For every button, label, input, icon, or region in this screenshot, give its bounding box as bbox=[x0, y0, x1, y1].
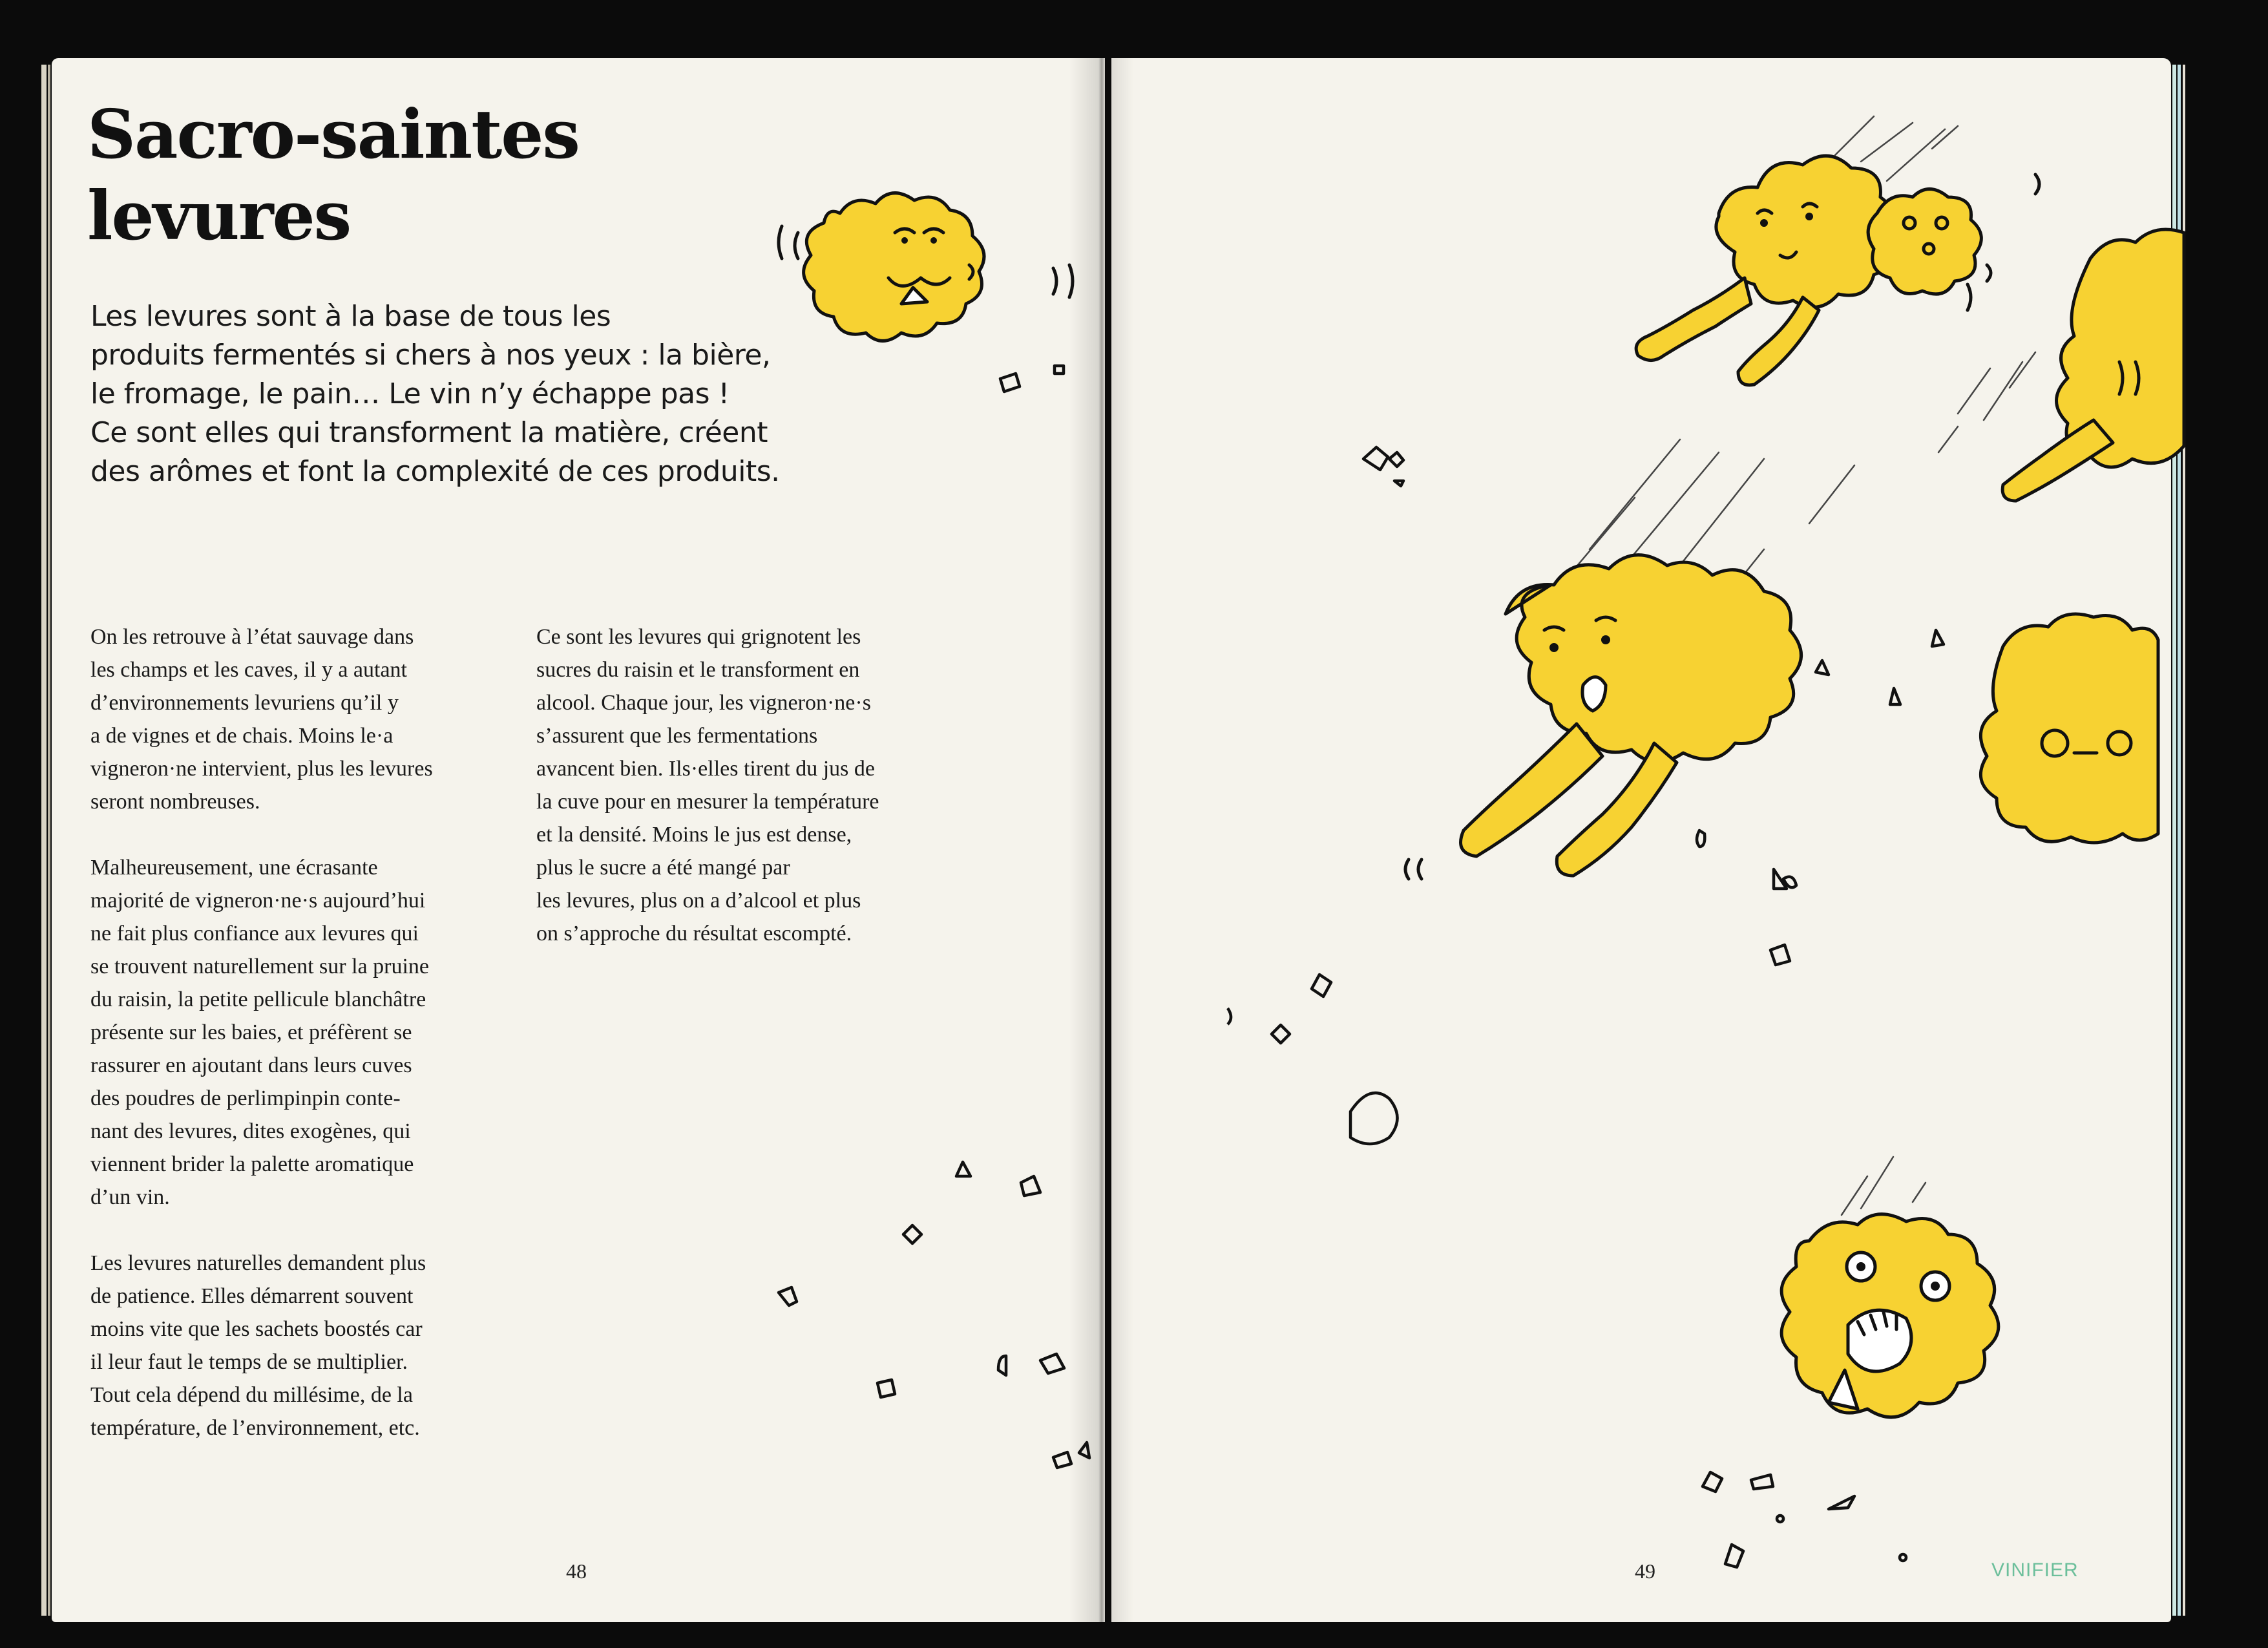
lede-line: Ce sont elles qui transforment la matière, créent bbox=[90, 416, 768, 449]
body-line: avancent bien. Ils·elles tirent du jus de bbox=[536, 757, 875, 781]
body-line: présente sur les baies, et préfèrent se bbox=[90, 1020, 412, 1044]
body-line: d’environnements levuriens qu’il y bbox=[90, 691, 399, 715]
lede-line: Les levures sont à la base de tous les bbox=[90, 300, 611, 333]
body-line: température, de l’environnement, etc. bbox=[90, 1416, 420, 1440]
body-line: ne fait plus confiance aux levures qui bbox=[90, 922, 419, 945]
body-line: du raisin, la petite pellicule blanchâtre bbox=[90, 988, 426, 1011]
lede-line: le fromage, le pain… Le vin n’y échappe pas ! bbox=[90, 377, 730, 410]
body-line: Ce sont les levures qui grignotent les bbox=[536, 625, 861, 649]
yeast-blob-illustration bbox=[1636, 116, 2039, 385]
crumb-fragments bbox=[779, 366, 1089, 1468]
page-number-left: 48 bbox=[566, 1559, 587, 1583]
body-line: viennent brider la palette aromatique bbox=[90, 1152, 414, 1176]
body-line: d’un vin. bbox=[90, 1185, 170, 1209]
yeast-blob-illustration bbox=[1405, 439, 1854, 879]
body-line: vigneron·ne intervient, plus les levures bbox=[90, 757, 433, 781]
body-line: a de vignes et de chais. Moins le·a bbox=[90, 724, 394, 748]
body-line: on s’approche du résultat escompté. bbox=[536, 922, 852, 945]
running-head: VINIFIER bbox=[1991, 1559, 2079, 1581]
title-line: Sacro-saintes bbox=[87, 94, 579, 174]
body-line: la cuve pour en mesurer la température bbox=[536, 790, 879, 814]
body-line: seront nombreuses. bbox=[90, 790, 260, 814]
body-line: se trouvent naturellement sur la pruine bbox=[90, 955, 429, 978]
body-line: il leur faut le temps de se multiplier. bbox=[90, 1350, 408, 1374]
yeast-blob-illustration bbox=[1781, 1157, 1999, 1417]
body-line: Tout cela dépend du millésime, de la bbox=[90, 1383, 413, 1407]
page-number-right: 49 bbox=[1635, 1559, 1655, 1583]
body-line: nant des levures, dites exogènes, qui bbox=[90, 1119, 411, 1143]
body-line: Les levures naturelles demandent plus bbox=[90, 1251, 426, 1275]
yeast-blob-illustration bbox=[779, 193, 1073, 341]
title-line: levures bbox=[87, 176, 351, 255]
body-line: sucres du raisin et le transforment en bbox=[536, 658, 860, 682]
lede-line: produits fermentés si chers à nos yeux : la bière, bbox=[90, 339, 771, 372]
body-line: de patience. Elles démarrent souvent bbox=[90, 1284, 414, 1308]
body-line: des poudres de perlimpinpin conte- bbox=[90, 1086, 401, 1110]
body-line: les levures, plus on a d’alcool et plus bbox=[536, 889, 861, 913]
body-line: On les retrouve à l’état sauvage dans bbox=[90, 625, 414, 649]
body-line: moins vite que les sachets boostés car bbox=[90, 1317, 423, 1341]
body-line: plus le sucre a été mangé par bbox=[536, 856, 790, 880]
lede-line: des arômes et font la complexité de ces produits. bbox=[90, 455, 780, 488]
body-line: majorité de vigneron·ne·s aujourd’hui bbox=[90, 889, 426, 913]
body-line: s’assurent que les fermentations bbox=[536, 724, 818, 748]
body-line: rassurer en ajoutant dans leurs cuves bbox=[90, 1053, 412, 1077]
body-line: alcool. Chaque jour, les vigneron·ne·s bbox=[536, 691, 871, 715]
body-line: les champs et les caves, il y a autant bbox=[90, 658, 407, 682]
yeast-blob-illustration bbox=[1938, 229, 2184, 843]
body-line: Malheureusement, une écrasante bbox=[90, 856, 378, 880]
body-line: et la densité. Moins le jus est dense, bbox=[536, 823, 852, 847]
